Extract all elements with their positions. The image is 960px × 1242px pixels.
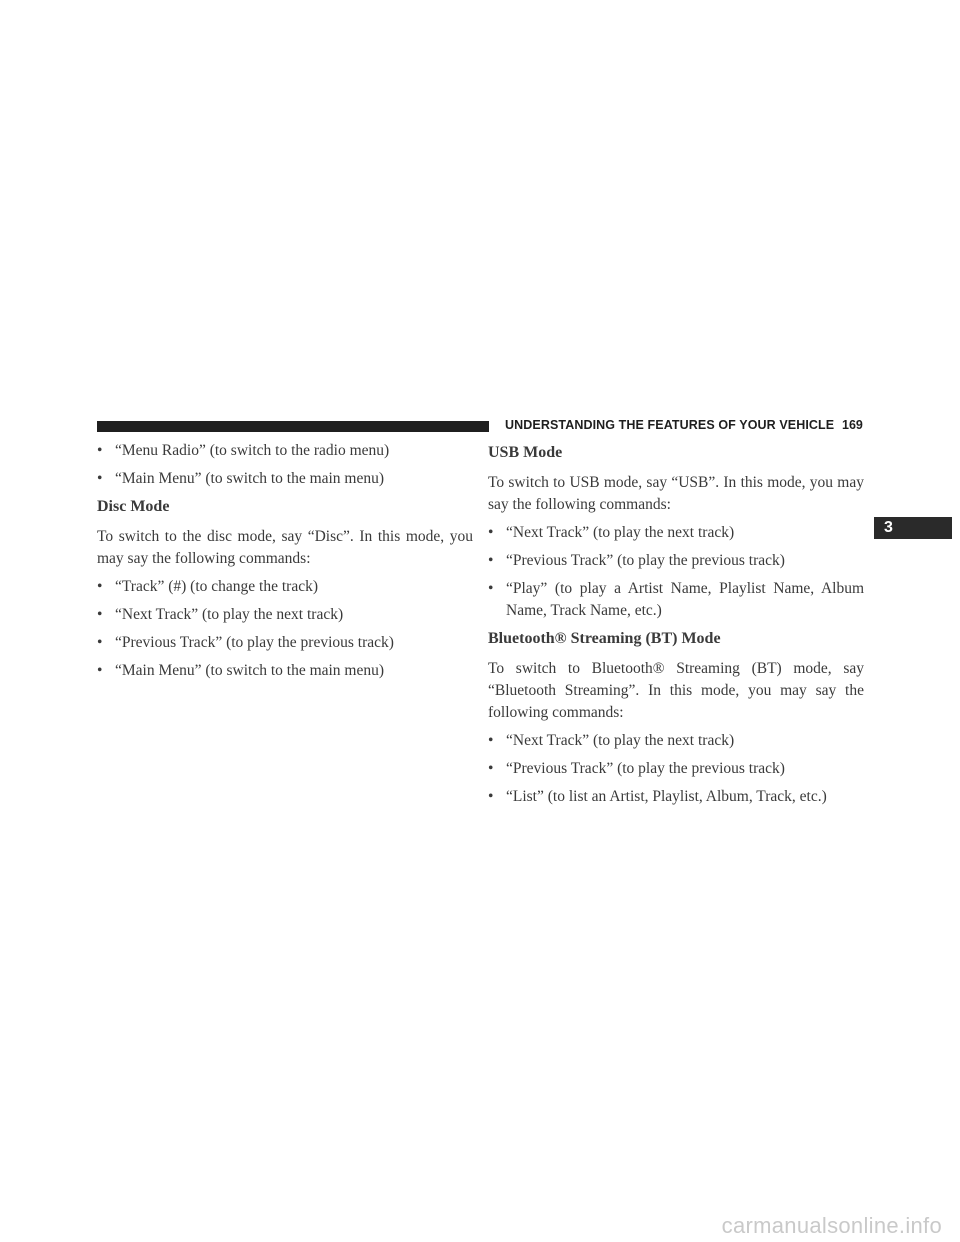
list-item: • “Main Menu” (to switch to the main menu) bbox=[97, 660, 473, 682]
bt-mode-heading: Bluetooth® Streaming (BT) Mode bbox=[488, 630, 721, 647]
bullet-icon: • bbox=[97, 578, 103, 595]
chapter-tab[interactable]: 3 bbox=[874, 517, 952, 539]
right-column bbox=[488, 440, 864, 814]
disc-mode-heading: Disc Mode bbox=[97, 498, 170, 515]
usb-command-list bbox=[488, 522, 864, 622]
section-title: UNDERSTANDING THE FEATURES OF YOUR VEHICLE bbox=[505, 418, 835, 432]
watermark: carmanualsonline.info bbox=[721, 1213, 942, 1238]
bullet-icon: • bbox=[488, 788, 494, 805]
header-rule bbox=[97, 421, 489, 432]
list-item: • “Menu Radio” (to switch to the radio menu) bbox=[97, 440, 473, 462]
list-item: • “Track” (#) (to change the track) bbox=[97, 576, 473, 598]
bullet-icon: • bbox=[488, 732, 494, 749]
bullet-icon: • bbox=[97, 606, 103, 623]
bullet-icon: • bbox=[97, 442, 103, 459]
list-item: • “Previous Track” (to play the previous track) bbox=[488, 758, 864, 780]
bullet-icon: • bbox=[97, 470, 103, 487]
list-item: • “Previous Track” (to play the previous track) bbox=[97, 632, 473, 654]
bullet-icon: • bbox=[97, 634, 103, 651]
usb-mode-intro: To switch to USB mode, say “USB”. In this mode, you may say the following commands: bbox=[488, 474, 864, 513]
bullet-icon: • bbox=[488, 580, 494, 597]
list-item: • “Play” (to play a Artist Name, Playlist Name, Album Name, Track Name, etc.) bbox=[488, 578, 864, 622]
left-column bbox=[97, 440, 473, 688]
bullet-icon: • bbox=[97, 662, 103, 679]
list-item: • “Next Track” (to play the next track) bbox=[488, 522, 864, 544]
list-item: • “Next Track” (to play the next track) bbox=[488, 730, 864, 752]
page-number: 169 bbox=[842, 418, 863, 432]
bullet-icon: • bbox=[488, 760, 494, 777]
list-item: • “Main Menu” (to switch to the main menu) bbox=[97, 468, 473, 490]
usb-mode-heading: USB Mode bbox=[488, 444, 563, 461]
disc-command-list bbox=[97, 576, 473, 682]
list-item: • “Next Track” (to play the next track) bbox=[97, 604, 473, 626]
disc-mode-intro: To switch to the disc mode, say “Disc”. In this mode, you may say the following commands: bbox=[97, 528, 473, 567]
top-bullet-list bbox=[97, 440, 473, 490]
list-item: • “Previous Track” (to play the previous track) bbox=[488, 550, 864, 572]
bt-mode-intro: To switch to Bluetooth® Streaming (BT) mode, say “Bluetooth Streaming”. In this mode, you may say the following commands: bbox=[488, 660, 864, 721]
bullet-icon: • bbox=[488, 524, 494, 541]
bullet-icon: • bbox=[488, 552, 494, 569]
bt-command-list bbox=[488, 730, 864, 808]
list-item: • “List” (to list an Artist, Playlist, Album, Track, etc.) bbox=[488, 786, 864, 808]
